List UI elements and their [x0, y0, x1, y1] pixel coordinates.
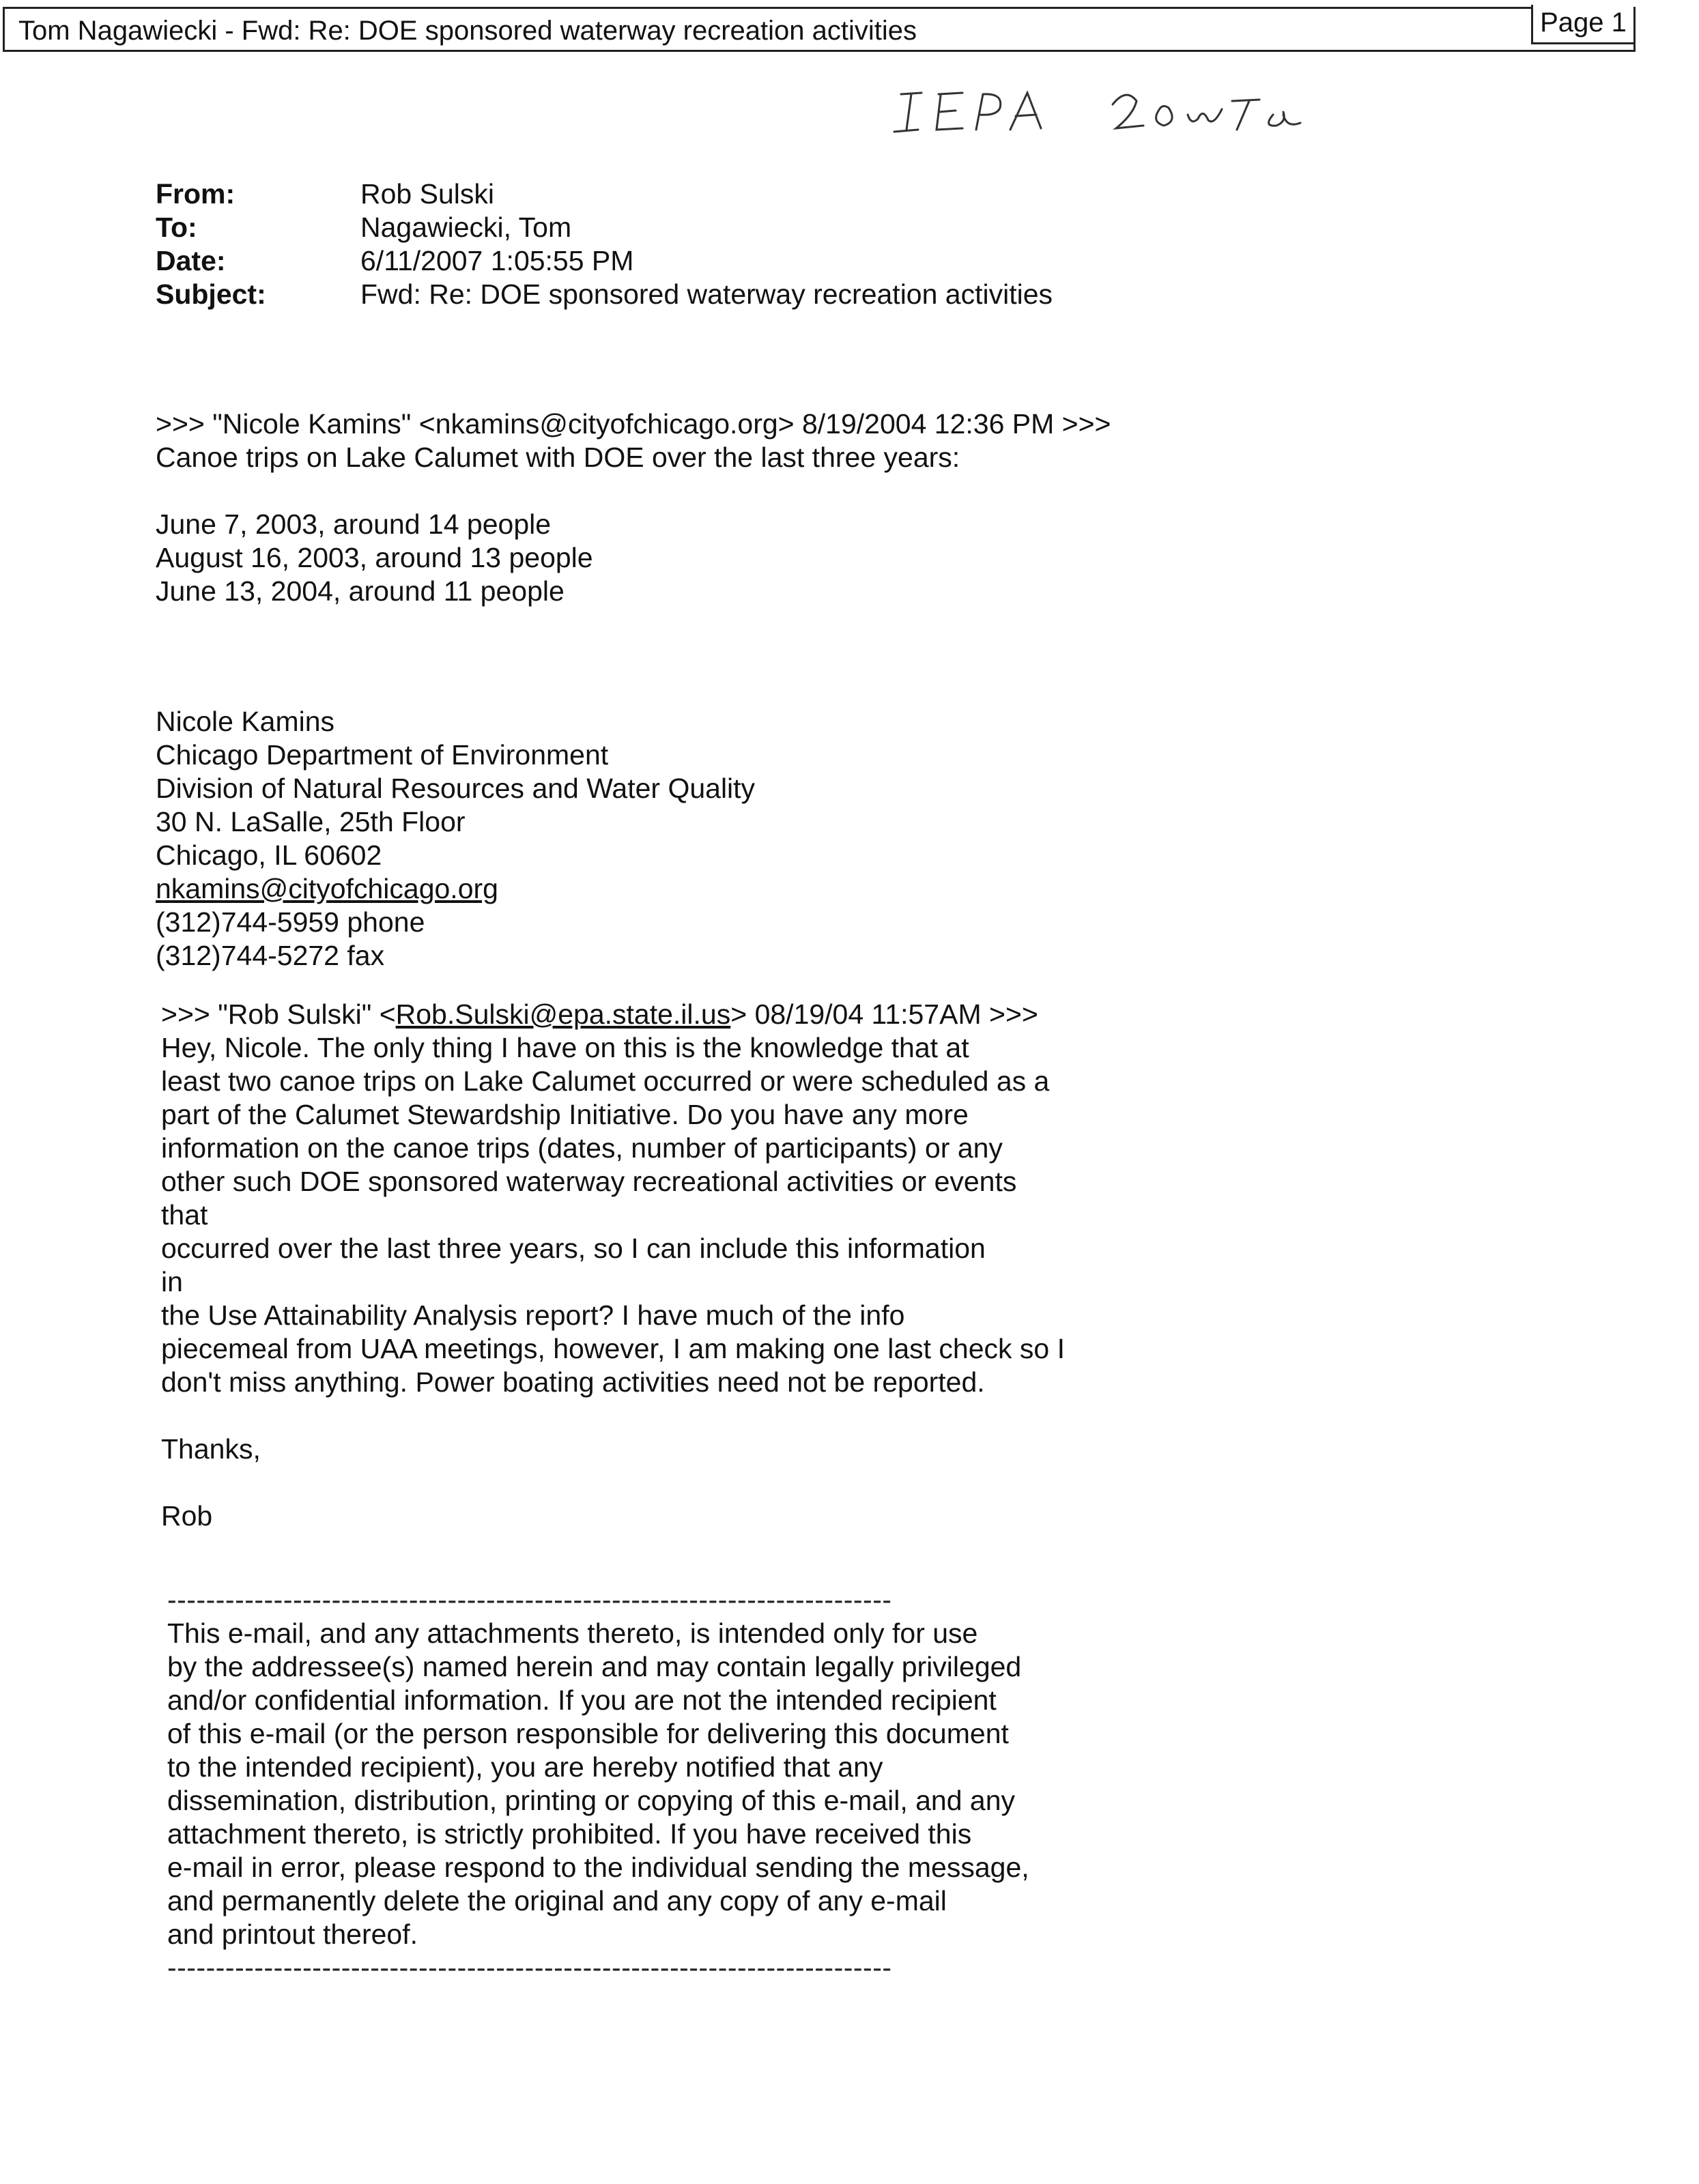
sender-email-link[interactable]: Rob.Sulski@epa.state.il.us — [395, 998, 731, 1030]
to-row — [156, 211, 1053, 244]
header-title: Tom Nagawiecki - Fwd: Re: DOE sponsored waterway recreation activities — [18, 16, 917, 46]
disclaimer-line: of this e-mail (or the person responsible for delivering this document — [167, 1718, 1009, 1749]
handwritten-stamp — [887, 67, 1311, 149]
forwarded-message-kamins — [156, 407, 1111, 608]
body-line: other such DOE sponsored waterway recreational activities or events — [161, 1166, 1017, 1197]
to-value: Nagawiecki, Tom — [360, 212, 572, 243]
body-line: piecemeal from UAA meetings, however, I am making one last check so I — [161, 1333, 1065, 1364]
subject-label: Subject: — [156, 278, 266, 310]
forward-header: >>> "Nicole Kamins" <nkamins@cityofchicago.org> 8/19/2004 12:36 PM >>> — [156, 408, 1111, 440]
email-meta — [156, 177, 1053, 311]
disclaimer-line: and printout thereof. — [167, 1919, 418, 1950]
trip-item: June 13, 2004, around 11 people — [156, 575, 565, 607]
forward-header-suffix: > 08/19/04 11:57AM >>> — [730, 998, 1038, 1030]
forward-header-prefix: >>> "Rob Sulski" < — [161, 998, 396, 1030]
page-header — [3, 7, 1636, 52]
disclaimer-line: and/or confidential information. If you are not the intended recipient — [167, 1684, 997, 1716]
closing-signature: Rob — [161, 1500, 213, 1532]
body-line: that — [161, 1199, 208, 1231]
signature-address: 30 N. LaSalle, 25th Floor — [156, 806, 466, 837]
signature-email-link[interactable]: nkamins@cityofchicago.org — [156, 873, 498, 904]
body-line: information on the canoe trips (dates, number of participants) or any — [161, 1132, 1003, 1164]
from-label: From: — [156, 178, 235, 210]
from-row — [156, 177, 1053, 211]
signature-phone: (312)744-5959 phone — [156, 906, 425, 938]
disclaimer-line: This e-mail, and any attachments thereto, is intended only for use — [167, 1618, 978, 1649]
signature-org: Chicago Department of Environment — [156, 739, 609, 771]
divider-bottom: --------------------------------------------------------------------------- — [167, 1952, 892, 1983]
forward-header — [161, 998, 1065, 1031]
disclaimer-line: dissemination, distribution, printing or copying of this e-mail, and any — [167, 1785, 1016, 1816]
forwarded-message-sulski — [161, 998, 1065, 1533]
signature-division: Division of Natural Resources and Water Quality — [156, 773, 756, 804]
from-value: Rob Sulski — [360, 178, 494, 210]
disclaimer-line: and permanently delete the original and any copy of any e-mail — [167, 1885, 947, 1916]
closing-thanks: Thanks, — [161, 1433, 261, 1465]
subject-row — [156, 278, 1053, 311]
disclaimer-line: by the addressee(s) named herein and may contain legally privileged — [167, 1651, 1022, 1682]
body-line: least two canoe trips on Lake Calumet occurred or were scheduled as a — [161, 1065, 1050, 1097]
disclaimer-block — [167, 1583, 1029, 1985]
date-value: 6/11/2007 1:05:55 PM — [360, 245, 634, 276]
trip-item: June 7, 2003, around 14 people — [156, 508, 552, 540]
disclaimer-line: attachment thereto, is strictly prohibited. If you have received this — [167, 1818, 972, 1850]
to-label: To: — [156, 212, 197, 243]
disclaimer-line: to the intended recipient), you are hereby notified that any — [167, 1751, 883, 1783]
body-line: Hey, Nicole. The only thing I have on this is the knowledge that at — [161, 1032, 969, 1063]
signature-city: Chicago, IL 60602 — [156, 839, 382, 871]
subject-value: Fwd: Re: DOE sponsored waterway recreation activities — [360, 278, 1053, 310]
body-line: don't miss anything. Power boating activities need not be reported. — [161, 1366, 985, 1398]
date-row — [156, 244, 1053, 278]
signature-fax: (312)744-5272 fax — [156, 940, 385, 971]
body-line: in — [161, 1266, 183, 1297]
forward-intro: Canoe trips on Lake Calumet with DOE over the last three years: — [156, 442, 960, 473]
body-line: occurred over the last three years, so I can include this information — [161, 1233, 986, 1264]
divider-top: --------------------------------------------------------------------------- — [167, 1584, 892, 1615]
signature-name: Nicole Kamins — [156, 706, 335, 737]
page-number: Page 1 — [1531, 5, 1633, 44]
trip-item: August 16, 2003, around 13 people — [156, 542, 593, 573]
date-label: Date: — [156, 245, 226, 276]
disclaimer-line: e-mail in error, please respond to the individual sending the message, — [167, 1852, 1029, 1883]
body-line: the Use Attainability Analysis report? I have much of the info — [161, 1299, 905, 1331]
signature-block — [156, 705, 755, 973]
body-line: part of the Calumet Stewardship Initiative. Do you have any more — [161, 1099, 969, 1130]
